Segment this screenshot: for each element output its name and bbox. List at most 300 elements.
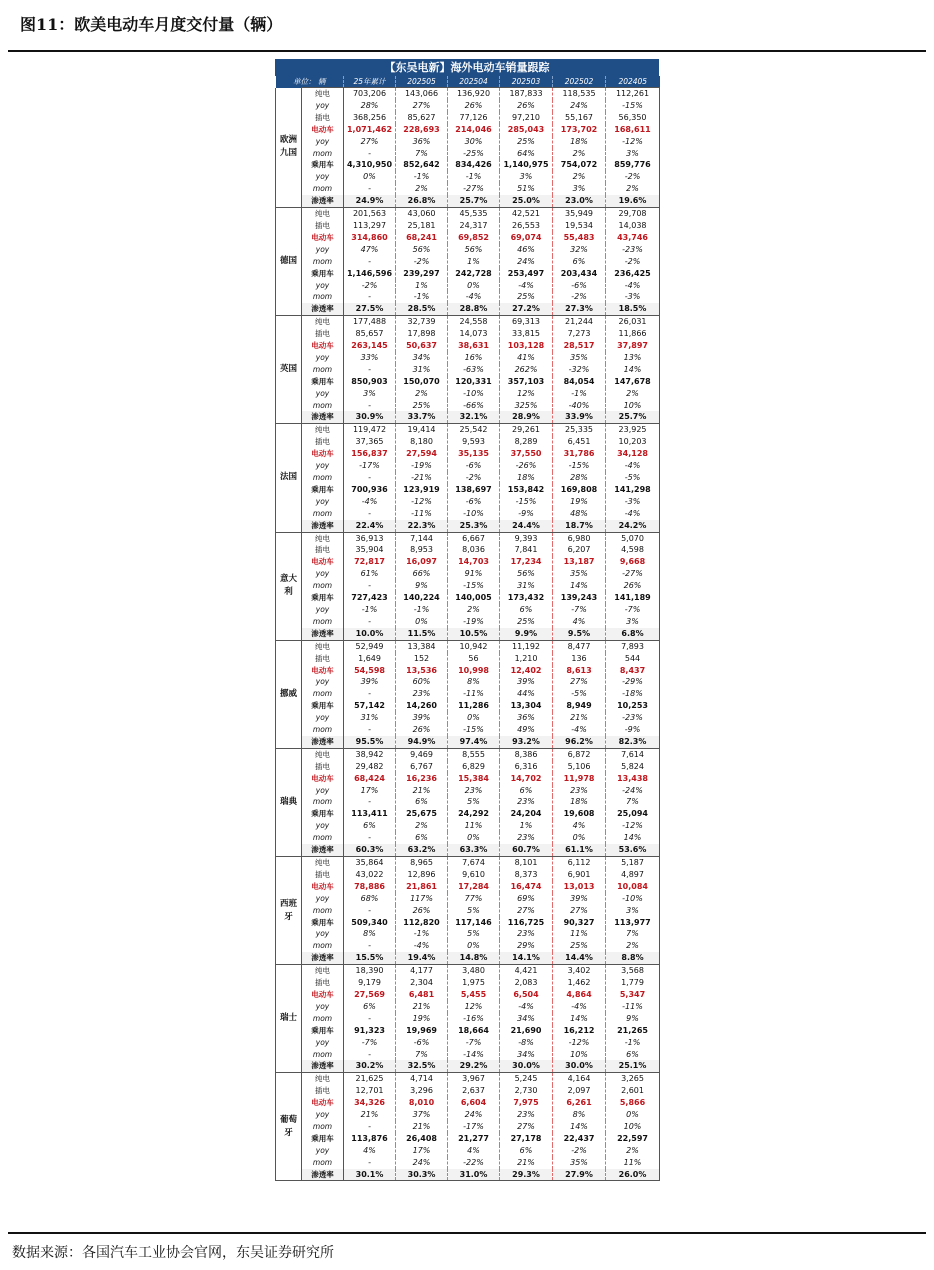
header-col: 202505 [396,76,448,88]
table-cell: 22,437 [553,1133,606,1145]
table-cell: 0% [448,712,500,724]
table-cell: 60% [396,676,448,688]
table-cell: 1,462 [553,977,606,989]
table-row [276,665,660,677]
table-cell: -10% [448,388,500,400]
table-cell: 17,284 [448,881,500,893]
table-row [276,1109,660,1121]
table-cell: 14,703 [448,556,500,568]
table-cell: 6,504 [500,989,553,1001]
table-cell: 0% [448,832,500,844]
table-cell: 47% [344,244,396,256]
table-cell: -19% [448,616,500,628]
table-cell: 24.4% [500,520,553,532]
table-cell: -4% [553,1001,606,1013]
table-cell: 12% [448,1001,500,1013]
table-cell: 4% [553,820,606,832]
table-cell: 91% [448,568,500,580]
table-cell: 35% [553,352,606,364]
table-cell: 6,112 [553,857,606,869]
table-cell: 236,425 [606,268,660,280]
table-cell: 44% [500,688,553,700]
table-cell: 325% [500,400,553,412]
table-cell: 68% [344,893,396,905]
table-row [276,989,660,1001]
table-cell: 26% [396,905,448,917]
table-cell: 6% [396,832,448,844]
table-cell: 90,327 [553,917,606,929]
table-cell: 31% [500,580,553,592]
table-row [276,808,660,820]
table-row [276,148,660,160]
table-cell: 21,244 [553,316,606,328]
table-cell: 14% [553,1013,606,1025]
table-cell: 21,277 [448,1133,500,1145]
table-cell: 8,289 [500,436,553,448]
table-row [276,88,660,100]
row-label: 电动车 [302,881,344,893]
table-cell: 31,786 [553,448,606,460]
table-cell: 2,097 [553,1085,606,1097]
table-cell: 7,975 [500,1097,553,1109]
table-cell: 3,967 [448,1073,500,1085]
table-cell: 3,480 [448,965,500,977]
table-cell: 1,140,975 [500,159,553,171]
table-cell: 754,072 [553,159,606,171]
table-cell: 69,313 [500,316,553,328]
table-row [276,520,660,532]
table-cell: 0% [553,832,606,844]
table-cell: - [344,905,396,917]
table-cell: 17% [396,1145,448,1157]
table-cell: 6,872 [553,748,606,760]
table-cell: 14,073 [448,328,500,340]
table-cell: 7,893 [606,640,660,652]
table-cell: 8,010 [396,1097,448,1109]
table-cell: 2% [396,388,448,400]
table-cell: 10% [553,1049,606,1061]
table-cell: - [344,183,396,195]
table-cell: 2% [553,148,606,160]
table-cell: 13,438 [606,773,660,785]
table-cell: 6,316 [500,761,553,773]
table-cell: 7,273 [553,328,606,340]
table-cell: 117% [396,893,448,905]
table-cell: 30.1% [344,1169,396,1181]
table-cell: 2% [606,940,660,952]
table-cell: 2% [396,183,448,195]
table-cell: - [344,1049,396,1061]
row-label: 渗透率 [302,411,344,423]
table-cell: 21,625 [344,1073,396,1085]
table-cell: 23% [500,928,553,940]
table-cell: 11% [448,820,500,832]
table-cell: -11% [396,508,448,520]
row-label: yoy [302,604,344,616]
table-cell: - [344,291,396,303]
row-label: yoy [302,568,344,580]
table-cell: 150,070 [396,376,448,388]
table-cell: 21,265 [606,1025,660,1037]
table-cell: 6% [606,1049,660,1061]
row-label: mom [302,1121,344,1133]
row-label: 插电 [302,328,344,340]
table-row [276,328,660,340]
table-cell: 4% [344,1145,396,1157]
table-cell: 9.5% [553,628,606,640]
table-cell: -1% [396,928,448,940]
table-cell: -25% [448,148,500,160]
table-cell: 43,746 [606,232,660,244]
row-label: 插电 [302,112,344,124]
table-cell: 6,261 [553,1097,606,1109]
table-row [276,195,660,207]
table-row [276,436,660,448]
table-cell: 25,094 [606,808,660,820]
table-cell: -4% [606,508,660,520]
table-cell: 96.2% [553,736,606,748]
table-cell: 3% [344,388,396,400]
table-cell: 23% [396,688,448,700]
row-label: 插电 [302,977,344,989]
table-cell: 32.5% [396,1060,448,1072]
table-cell: -3% [606,291,660,303]
table-cell: 285,043 [500,124,553,136]
table-cell: -23% [606,244,660,256]
table-cell: 30.0% [553,1060,606,1072]
table-cell: 69% [500,893,553,905]
table-cell: 11% [553,928,606,940]
table-cell: 63.2% [396,844,448,856]
row-label: yoy [302,1037,344,1049]
table-cell: 9,179 [344,977,396,989]
table-row [276,411,660,423]
table-row [276,712,660,724]
table-cell: 25,542 [448,424,500,436]
table-cell: -63% [448,364,500,376]
table-row [276,592,660,604]
table-cell: 41% [500,352,553,364]
table-cell: -2% [344,280,396,292]
table-cell: 138,697 [448,484,500,496]
table-cell: 112,261 [606,88,660,100]
table-cell: - [344,1121,396,1133]
table-cell: 850,903 [344,376,396,388]
table-cell: 43,060 [396,208,448,220]
table-cell: -4% [606,460,660,472]
table-cell: 19,414 [396,424,448,436]
table-cell: 2% [396,820,448,832]
table-cell: 27% [344,136,396,148]
table-cell: 49% [500,724,553,736]
table-cell: 19.4% [396,952,448,964]
row-label: 插电 [302,761,344,773]
table-row [276,496,660,508]
ev-sales-table [275,59,659,1181]
row-label: 电动车 [302,1097,344,1109]
table-cell: 8% [553,1109,606,1121]
table-row [276,1049,660,1061]
table-cell: -2% [553,291,606,303]
row-label: 纯电 [302,748,344,760]
table-cell: 28,517 [553,340,606,352]
table-cell: 37,897 [606,340,660,352]
table-cell: 8,036 [448,544,500,556]
row-label: 乘用车 [302,484,344,496]
table-cell: 45,535 [448,208,500,220]
table-cell: -22% [448,1157,500,1169]
header-col: 25年累计 [344,76,396,88]
table-cell: 173,702 [553,124,606,136]
table-cell: 35,864 [344,857,396,869]
table-cell: 25% [396,400,448,412]
table-cell: -2% [606,256,660,268]
table-cell: 368,256 [344,112,396,124]
table-cell: 2,083 [500,977,553,989]
table-cell: 5,070 [606,532,660,544]
table-row [276,940,660,952]
table-cell: 120,331 [448,376,500,388]
table-cell: 24,558 [448,316,500,328]
table-cell: 0% [448,280,500,292]
table-cell: 0% [396,616,448,628]
row-label: yoy [302,820,344,832]
table-cell: 2% [606,388,660,400]
table-cell: 25.3% [448,520,500,532]
table-cell: 7,674 [448,857,500,869]
table-cell: 93.2% [500,736,553,748]
table-cell: -6% [553,280,606,292]
table-cell: 35% [553,1157,606,1169]
table-row [276,340,660,352]
row-label: 渗透率 [302,1060,344,1072]
table-cell: 27% [553,905,606,917]
table-cell: -5% [606,472,660,484]
table-cell: -23% [606,712,660,724]
table-cell: -15% [448,580,500,592]
header-col: 202405 [606,76,660,88]
table-cell: 15,384 [448,773,500,785]
table-cell: 34% [396,352,448,364]
table-cell: -1% [396,291,448,303]
table-cell: -7% [606,604,660,616]
table-row [276,748,660,760]
table-row [276,736,660,748]
table-cell: -1% [396,604,448,616]
table-cell: 43,022 [344,869,396,881]
table-cell: 31% [344,712,396,724]
table-cell: 3% [606,148,660,160]
table-cell: -18% [606,688,660,700]
table-cell: 8% [448,676,500,688]
table-cell: 27% [553,676,606,688]
table-cell: 17,898 [396,328,448,340]
table-cell: 262% [500,364,553,376]
row-label: yoy [302,1109,344,1121]
table-cell: -26% [500,460,553,472]
table-cell: -12% [606,820,660,832]
table-cell: -2% [606,171,660,183]
table-cell: 8,373 [500,869,553,881]
row-label: 纯电 [302,640,344,652]
table-cell: 53.6% [606,844,660,856]
table-cell: -24% [606,785,660,797]
table-cell: - [344,796,396,808]
table-cell: 7,841 [500,544,553,556]
table-cell: 24,317 [448,220,500,232]
table-cell: 61.1% [553,844,606,856]
table-title: 【东吴电新】海外电动车销量跟踪 [275,59,659,76]
table-cell: 136 [553,653,606,665]
table-cell: 3% [500,171,553,183]
table-cell: 6,481 [396,989,448,1001]
header-col: 202503 [500,76,553,88]
row-label: yoy [302,676,344,688]
table-cell: 34,326 [344,1097,396,1109]
table-cell: 18.5% [606,303,660,315]
table-cell: 69,074 [500,232,553,244]
table-cell: 10.0% [344,628,396,640]
table-row [276,832,660,844]
country-label: 瑞士 [276,965,302,1073]
table-cell: 18,390 [344,965,396,977]
row-label: 纯电 [302,965,344,977]
row-label: mom [302,400,344,412]
row-label: 插电 [302,544,344,556]
table-row [276,544,660,556]
table-cell: 69,852 [448,232,500,244]
table-cell: 38,942 [344,748,396,760]
table-cell: -4% [344,496,396,508]
table-cell: 119,472 [344,424,396,436]
table-cell: 29,482 [344,761,396,773]
table-cell: 8,437 [606,665,660,677]
country-label: 法国 [276,424,302,532]
table-cell: 26.0% [606,1169,660,1181]
table-cell: 9% [396,580,448,592]
table-cell: 5,866 [606,1097,660,1109]
table-row [276,556,660,568]
table-cell: 25% [553,940,606,952]
table-cell: 13,013 [553,881,606,893]
row-label: mom [302,940,344,952]
table-cell: 103,128 [500,340,553,352]
country-label: 挪威 [276,640,302,748]
row-label: 电动车 [302,665,344,677]
table-cell: 113,297 [344,220,396,232]
table-cell: 14% [606,364,660,376]
table-cell: 3,265 [606,1073,660,1085]
table-cell: 23.0% [553,195,606,207]
table-cell: 314,860 [344,232,396,244]
table-cell: 14% [606,832,660,844]
table-cell: 2,637 [448,1085,500,1097]
table-row [276,844,660,856]
table-row [276,1073,660,1085]
table-cell: 36% [396,136,448,148]
table-cell: 37,550 [500,448,553,460]
table-cell: 700,936 [344,484,396,496]
table-row [276,1157,660,1169]
table-row [276,316,660,328]
table-row [276,616,660,628]
table-cell: 6,829 [448,761,500,773]
table-cell: 140,224 [396,592,448,604]
table-cell: 113,411 [344,808,396,820]
table-cell: 31% [396,364,448,376]
table-cell: 23% [448,785,500,797]
table-cell: -12% [396,496,448,508]
table-cell: 14.8% [448,952,500,964]
table-cell: 21% [344,1109,396,1121]
table-cell: 66% [396,568,448,580]
table-cell: 34% [500,1013,553,1025]
table-cell: 17,234 [500,556,553,568]
table-cell: 19,608 [553,808,606,820]
table-cell: 7,614 [606,748,660,760]
table-row [276,244,660,256]
table-cell: 82.3% [606,736,660,748]
table-cell: 28% [553,472,606,484]
table-cell: 78,886 [344,881,396,893]
table-cell: 4,714 [396,1073,448,1085]
table-cell: 63.3% [448,844,500,856]
table-cell: 9,393 [500,532,553,544]
table-cell: 60.7% [500,844,553,856]
source-note: 数据来源：各国汽车工业协会官网，东吴证券研究所 [12,1245,334,1261]
country-label: 意大利 [276,532,302,640]
row-label: yoy [302,928,344,940]
table-row [276,676,660,688]
row-label: mom [302,472,344,484]
table-cell: 16,212 [553,1025,606,1037]
table-cell: 14% [553,1121,606,1133]
table-cell: 19.6% [606,195,660,207]
table-cell: 117,146 [448,917,500,929]
table-cell: 12,701 [344,1085,396,1097]
table-cell: 18.7% [553,520,606,532]
row-label: 电动车 [302,989,344,1001]
table-row [276,280,660,292]
row-label: 插电 [302,653,344,665]
table-cell: 56 [448,653,500,665]
table-cell: -7% [553,604,606,616]
table-cell: 16,236 [396,773,448,785]
table-cell: 253,497 [500,268,553,280]
table-cell: -21% [396,472,448,484]
table-cell: 11,192 [500,640,553,652]
row-label: 渗透率 [302,952,344,964]
row-label: yoy [302,460,344,472]
top-divider [8,50,926,52]
table-cell: 26% [448,100,500,112]
table-cell: 4% [448,1145,500,1157]
table-cell: 36,913 [344,532,396,544]
row-label: 乘用车 [302,808,344,820]
row-label: 渗透率 [302,1169,344,1181]
table-cell: 6,604 [448,1097,500,1109]
table-cell: 239,297 [396,268,448,280]
row-label: yoy [302,496,344,508]
table-row [276,388,660,400]
row-label: 纯电 [302,88,344,100]
table-row [276,124,660,136]
table-cell: 10% [606,400,660,412]
country-label: 英国 [276,316,302,424]
table-cell: 4,864 [553,989,606,1001]
table-cell: 28.8% [448,303,500,315]
table-row [276,869,660,881]
